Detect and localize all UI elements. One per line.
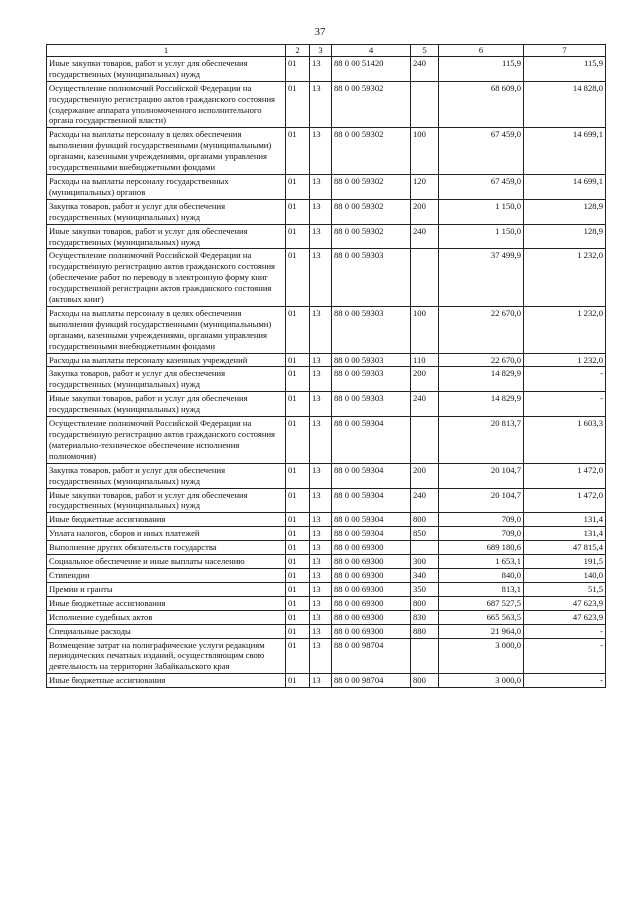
table-row [47,674,606,688]
cell-amount-col7: 1 472,0 [524,463,606,488]
page-number: 37 [314,26,326,38]
cell-name: Расходы на выплаты персоналу казенных учреждений [47,353,286,367]
cell-name: Специальные расходы [47,624,286,638]
cell-subsection: 13 [310,306,332,353]
cell-amount-col6: 68 609,0 [439,81,524,128]
cell-target-article: 88 0 00 69300 [332,610,411,624]
cell-name: Возмещение затрат на полиграфические услуги редакциям периодических печатных изданий, осуществляющим свою деятельность на территории Забайкальского края [47,638,286,674]
cell-amount-col7: 14 699,1 [524,174,606,199]
table-row [47,610,606,624]
cell-subsection: 13 [310,624,332,638]
cell-section: 01 [286,417,310,464]
cell-section: 01 [286,56,310,81]
cell-subsection: 13 [310,527,332,541]
cell-name: Иные закупки товаров, работ и услуг для обеспечения государственных (муниципальных) нужд [47,488,286,513]
cell-amount-col7: - [524,624,606,638]
cell-name: Исполнение судебных актов [47,610,286,624]
table-row [47,513,606,527]
cell-subsection: 13 [310,56,332,81]
cell-expense-type: 240 [411,224,439,249]
cell-section: 01 [286,610,310,624]
header-row [47,45,606,57]
table-row [47,541,606,555]
cell-section: 01 [286,224,310,249]
cell-amount-col7: 1 232,0 [524,353,606,367]
table-row [47,463,606,488]
table-row [47,81,606,128]
cell-target-article: 88 0 00 69300 [332,568,411,582]
cell-expense-type [411,417,439,464]
cell-name: Иные закупки товаров, работ и услуг для обеспечения государственных (муниципальных) нужд [47,392,286,417]
cell-name: Выполнение других обязательств государства [47,541,286,555]
cell-section: 01 [286,527,310,541]
header-col-2: 2 [286,45,310,57]
cell-subsection: 13 [310,249,332,307]
cell-target-article: 88 0 00 98704 [332,638,411,674]
cell-subsection: 13 [310,353,332,367]
table-row [47,638,606,674]
table-row [47,306,606,353]
cell-section: 01 [286,367,310,392]
cell-expense-type: 800 [411,513,439,527]
cell-subsection: 13 [310,568,332,582]
cell-amount-col7: 131,4 [524,513,606,527]
cell-amount-col6: 22 670,0 [439,353,524,367]
cell-target-article: 88 0 00 59304 [332,488,411,513]
cell-subsection: 13 [310,81,332,128]
cell-target-article: 88 0 00 59304 [332,417,411,464]
table-row [47,568,606,582]
cell-subsection: 13 [310,541,332,555]
cell-name: Уплата налогов, сборов и иных платежей [47,527,286,541]
cell-expense-type [411,249,439,307]
table-row [47,353,606,367]
cell-expense-type: 830 [411,610,439,624]
cell-expense-type: 200 [411,199,439,224]
table-row [47,224,606,249]
cell-subsection: 13 [310,582,332,596]
cell-expense-type: 100 [411,306,439,353]
cell-target-article: 88 0 00 59304 [332,527,411,541]
cell-name: Иные закупки товаров, работ и услуг для обеспечения государственных (муниципальных) нужд [47,224,286,249]
cell-expense-type: 240 [411,56,439,81]
cell-amount-col6: 1 653,1 [439,555,524,569]
cell-amount-col7: 47 623,9 [524,596,606,610]
cell-name: Осуществление полномочий Российской Федерации на государственную регистрацию актов гражданского состояния (материально-техническое обеспечение исполнения полномочия) [47,417,286,464]
header-col-5: 5 [411,45,439,57]
cell-name: Осуществление полномочий Российской Федерации на государственную регистрацию актов гражданского состояния (обеспечение работ по переводу в электронную форму книг государственной регистрации актов гражданского состояния (актовых книг) [47,249,286,307]
cell-section: 01 [286,513,310,527]
cell-subsection: 13 [310,638,332,674]
cell-subsection: 13 [310,555,332,569]
cell-expense-type: 800 [411,596,439,610]
table-row [47,367,606,392]
cell-name: Иные бюджетные ассигнования [47,513,286,527]
cell-name: Премии и гранты [47,582,286,596]
cell-expense-type: 240 [411,488,439,513]
cell-target-article: 88 0 00 69300 [332,624,411,638]
header-col-4: 4 [332,45,411,57]
table-row [47,128,606,175]
cell-amount-col6: 1 150,0 [439,224,524,249]
cell-target-article: 88 0 00 69300 [332,555,411,569]
header-col-7: 7 [524,45,606,57]
cell-amount-col7: 1 472,0 [524,488,606,513]
cell-name: Иные бюджетные ассигнования [47,674,286,688]
cell-amount-col7: 47 623,9 [524,610,606,624]
cell-amount-col6: 689 180,6 [439,541,524,555]
cell-amount-col6: 813,1 [439,582,524,596]
cell-target-article: 88 0 00 59302 [332,199,411,224]
cell-subsection: 13 [310,417,332,464]
cell-target-article: 88 0 00 59302 [332,174,411,199]
cell-amount-col7: 1 232,0 [524,306,606,353]
cell-amount-col7: 128,9 [524,224,606,249]
header-col-6: 6 [439,45,524,57]
cell-target-article: 88 0 00 69300 [332,582,411,596]
cell-amount-col6: 20 104,7 [439,463,524,488]
cell-expense-type: 200 [411,463,439,488]
table-row [47,582,606,596]
cell-amount-col6: 665 563,5 [439,610,524,624]
table-row [47,199,606,224]
cell-subsection: 13 [310,488,332,513]
cell-section: 01 [286,555,310,569]
cell-amount-col6: 709,0 [439,527,524,541]
cell-amount-col6: 840,0 [439,568,524,582]
budget-table [46,44,606,688]
cell-section: 01 [286,249,310,307]
cell-section: 01 [286,81,310,128]
cell-name: Закупка товаров, работ и услуг для обеспечения государственных (муниципальных) нужд [47,463,286,488]
table-row [47,488,606,513]
cell-name: Стипендии [47,568,286,582]
cell-amount-col6: 3 000,0 [439,674,524,688]
cell-expense-type: 110 [411,353,439,367]
cell-name: Осуществление полномочий Российской Федерации на государственную регистрацию актов гражданского состояния (содержание аппарата уполномоченного исполнительного органа государственной власти) [47,81,286,128]
cell-amount-col6: 22 670,0 [439,306,524,353]
cell-amount-col7: 131,4 [524,527,606,541]
cell-name: Расходы на выплаты персоналу в целях обеспечения выполнения функций государственными (муниципальными) органами, казенными учреждениями, органами управления государственными внебюджетными фондами [47,306,286,353]
table-body [47,56,606,687]
cell-name: Закупка товаров, работ и услуг для обеспечения государственных (муниципальных) нужд [47,199,286,224]
cell-expense-type [411,81,439,128]
cell-expense-type: 850 [411,527,439,541]
cell-target-article: 88 0 00 59302 [332,224,411,249]
cell-amount-col7: 1 603,3 [524,417,606,464]
cell-section: 01 [286,463,310,488]
table-row [47,596,606,610]
table-row [47,392,606,417]
cell-amount-col7: 51,5 [524,582,606,596]
cell-subsection: 13 [310,596,332,610]
cell-amount-col6: 67 459,0 [439,174,524,199]
cell-section: 01 [286,488,310,513]
cell-subsection: 13 [310,199,332,224]
cell-expense-type: 350 [411,582,439,596]
cell-amount-col6: 14 829,9 [439,367,524,392]
header-col-1: 1 [47,45,286,57]
cell-subsection: 13 [310,224,332,249]
cell-target-article: 88 0 00 59303 [332,353,411,367]
cell-target-article: 88 0 00 59304 [332,463,411,488]
cell-amount-col7: 1 232,0 [524,249,606,307]
cell-name: Иные бюджетные ассигнования [47,596,286,610]
cell-subsection: 13 [310,128,332,175]
cell-section: 01 [286,638,310,674]
cell-expense-type: 120 [411,174,439,199]
cell-name: Социальное обеспечение и иные выплаты населению [47,555,286,569]
cell-section: 01 [286,541,310,555]
cell-subsection: 13 [310,392,332,417]
cell-section: 01 [286,392,310,417]
table-row [47,624,606,638]
cell-target-article: 88 0 00 59302 [332,128,411,175]
cell-section: 01 [286,306,310,353]
header-col-3: 3 [310,45,332,57]
table-row [47,527,606,541]
cell-target-article: 88 0 00 59303 [332,249,411,307]
cell-amount-col7: 14 699,1 [524,128,606,175]
cell-amount-col7: - [524,674,606,688]
cell-target-article: 88 0 00 59304 [332,513,411,527]
cell-section: 01 [286,596,310,610]
cell-expense-type: 880 [411,624,439,638]
cell-subsection: 13 [310,674,332,688]
cell-amount-col6: 20 813,7 [439,417,524,464]
cell-section: 01 [286,128,310,175]
table-row [47,249,606,307]
table-row [47,417,606,464]
cell-amount-col6: 1 150,0 [439,199,524,224]
cell-amount-col6: 21 964,0 [439,624,524,638]
cell-amount-col7: 47 815,4 [524,541,606,555]
cell-amount-col6: 687 527,5 [439,596,524,610]
cell-expense-type: 340 [411,568,439,582]
cell-section: 01 [286,674,310,688]
cell-expense-type: 800 [411,674,439,688]
cell-amount-col6: 67 459,0 [439,128,524,175]
cell-section: 01 [286,174,310,199]
cell-subsection: 13 [310,174,332,199]
cell-target-article: 88 0 00 51420 [332,56,411,81]
cell-section: 01 [286,582,310,596]
cell-section: 01 [286,353,310,367]
cell-expense-type [411,638,439,674]
cell-amount-col7: 14 828,0 [524,81,606,128]
cell-section: 01 [286,624,310,638]
table-row [47,555,606,569]
cell-name: Иные закупки товаров, работ и услуг для обеспечения государственных (муниципальных) нужд [47,56,286,81]
cell-target-article: 88 0 00 69300 [332,596,411,610]
cell-name: Расходы на выплаты персоналу в целях обеспечения выполнения функций государственными (муниципальными) органами, казенными учреждениями, органами управления государственными внебюджетными фондами [47,128,286,175]
cell-expense-type: 100 [411,128,439,175]
cell-subsection: 13 [310,463,332,488]
cell-amount-col7: 128,9 [524,199,606,224]
cell-amount-col6: 115,9 [439,56,524,81]
cell-amount-col7: 115,9 [524,56,606,81]
cell-amount-col6: 14 829,9 [439,392,524,417]
cell-amount-col6: 20 104,7 [439,488,524,513]
cell-expense-type [411,541,439,555]
cell-expense-type: 240 [411,392,439,417]
cell-subsection: 13 [310,367,332,392]
cell-amount-col7: - [524,638,606,674]
cell-amount-col6: 709,0 [439,513,524,527]
cell-amount-col7: 191,5 [524,555,606,569]
table-row [47,56,606,81]
cell-amount-col7: - [524,367,606,392]
cell-target-article: 88 0 00 98704 [332,674,411,688]
cell-target-article: 88 0 00 69300 [332,541,411,555]
cell-expense-type: 300 [411,555,439,569]
cell-target-article: 88 0 00 59303 [332,392,411,417]
cell-name: Закупка товаров, работ и услуг для обеспечения государственных (муниципальных) нужд [47,367,286,392]
cell-amount-col7: 140,0 [524,568,606,582]
cell-target-article: 88 0 00 59303 [332,367,411,392]
cell-name: Расходы на выплаты персоналу государственных (муниципальных) органов [47,174,286,199]
cell-section: 01 [286,199,310,224]
cell-amount-col7: - [524,392,606,417]
cell-subsection: 13 [310,513,332,527]
table-row [47,174,606,199]
cell-subsection: 13 [310,610,332,624]
cell-target-article: 88 0 00 59303 [332,306,411,353]
cell-amount-col6: 37 499,9 [439,249,524,307]
cell-expense-type: 200 [411,367,439,392]
cell-section: 01 [286,568,310,582]
cell-amount-col6: 3 000,0 [439,638,524,674]
cell-target-article: 88 0 00 59302 [332,81,411,128]
